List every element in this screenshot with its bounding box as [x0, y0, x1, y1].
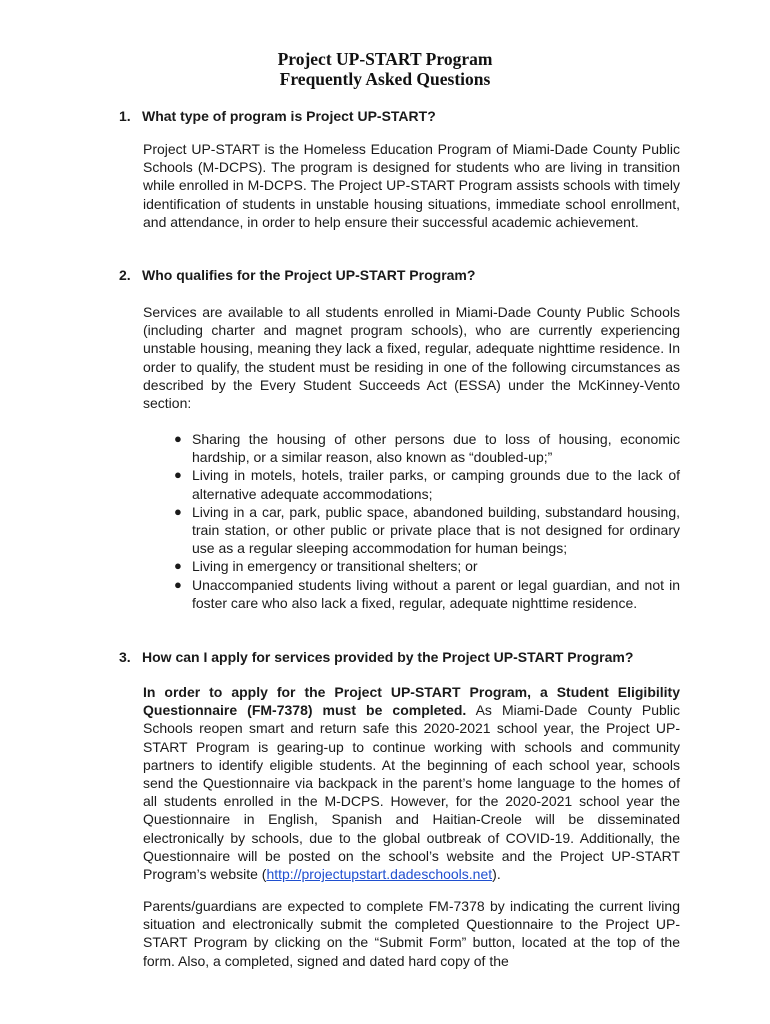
- bullet-icon: ●: [174, 431, 182, 446]
- question-1-text: What type of program is Project UP-START?: [142, 108, 436, 124]
- document-subtitle: Frequently Asked Questions: [279, 69, 491, 89]
- list-item: ● Unaccompanied students living without a parent or legal guardian, and not in foster care who also lack a fixed, regular, adequate nighttime residence.: [174, 576, 680, 611]
- answer-3-paragraph: [143, 683, 680, 883]
- answer-2-paragraph: Services are available to all students enrolled in Miami-Dade County Public Schools (including charter and magnet program schools), who are currently experiencing unstable housing, meaning they lack a fixed, regular, adequate nighttime residence. In order to qualify, the student must be residing in one of the following circumstances as described by the Every Student Succeeds Act (ESSA) under the McKinney-Vento section:: [143, 304, 680, 412]
- bullet-icon: ●: [174, 558, 182, 574]
- question-3-number: 3.: [119, 649, 131, 665]
- question-2-heading: [119, 266, 679, 284]
- list-item: ● Living in motels, hotels, trailer parks, or camping grounds due to the lack of alternative adequate accommodations;: [174, 467, 680, 502]
- list-item: ● Sharing the housing of other persons due to loss of housing, economic hardship, or a similar reason, also known as “doubled-up;”: [174, 431, 680, 466]
- list-item: ● Living in emergency or transitional shelters; or: [174, 558, 478, 575]
- answer-3-paragraph-2: Parents/guardians are expected to complete FM-7378 by indicating the current living situation and electronically submit the completed Questionnaire to the Project UP-START Program by clicking on the “Submit Form” button, located at the top of the form. Also, a completed, signed and dated hard copy of the: [143, 898, 680, 969]
- answer-3-body: As Miami-Dade County Public Schools reopen smart and return safe this 2020-2021 school year, the Project UP-START Program is gearing-up to continue working with schools and community partners to identify eligible students. At the beginning of each school year, schools send the Questionnaire via backpack in the parent’s home language to the homes of all students enrolled in the M-DCPS. However, for the 2020-2021 school year the Questionnaire in English, Spanish and Haitian-Creole will be disseminated electronically by schools, due to the global outbreak of COVID-19. Additionally, the Questionnaire will be posted on the school’s website and the Project UP-START Program’s website (: [143, 702, 680, 883]
- bullet-icon: ●: [174, 467, 182, 483]
- question-3-heading: [119, 648, 679, 666]
- question-2-text: Who qualifies for the Project UP-START Program?: [142, 267, 476, 283]
- list-item: ● Living in a car, park, public space, abandoned building, substandard housing, train station, or other public or private place that is not designed for ordinary use as a regular sleeping accommodation for human beings;: [174, 503, 680, 557]
- question-3-text: How can I apply for services provided by the Project UP-START Program?: [142, 649, 634, 665]
- bullet-icon: ●: [174, 576, 182, 592]
- document-title: Project UP-START Program: [277, 49, 493, 69]
- project-website-link[interactable]: http://projectupstart.dadeschools.net: [266, 866, 493, 883]
- answer-3-end: ).: [492, 866, 501, 883]
- bullet-icon: ●: [174, 503, 182, 519]
- qualification-list: [143, 430, 680, 612]
- question-2-number: 2.: [119, 267, 131, 283]
- answer-3-bold-lead: In order to apply for the Project UP-START Program, a Student Eligibility Questionnaire (FM-7378) must be completed.: [143, 684, 680, 719]
- question-1-heading: [119, 107, 679, 125]
- question-1-number: 1.: [119, 108, 131, 124]
- answer-1-paragraph: Project UP-START is the Homeless Education Program of Miami-Dade County Public Schools (M-DCPS). The program is designed for students who are living in transition while enrolled in M-DCPS. The Project UP-START Program assists schools with timely identification of students in unstable housing situations, immediate school enrollment, and attendance, in order to help ensure their successful academic achievement.: [143, 141, 680, 230]
